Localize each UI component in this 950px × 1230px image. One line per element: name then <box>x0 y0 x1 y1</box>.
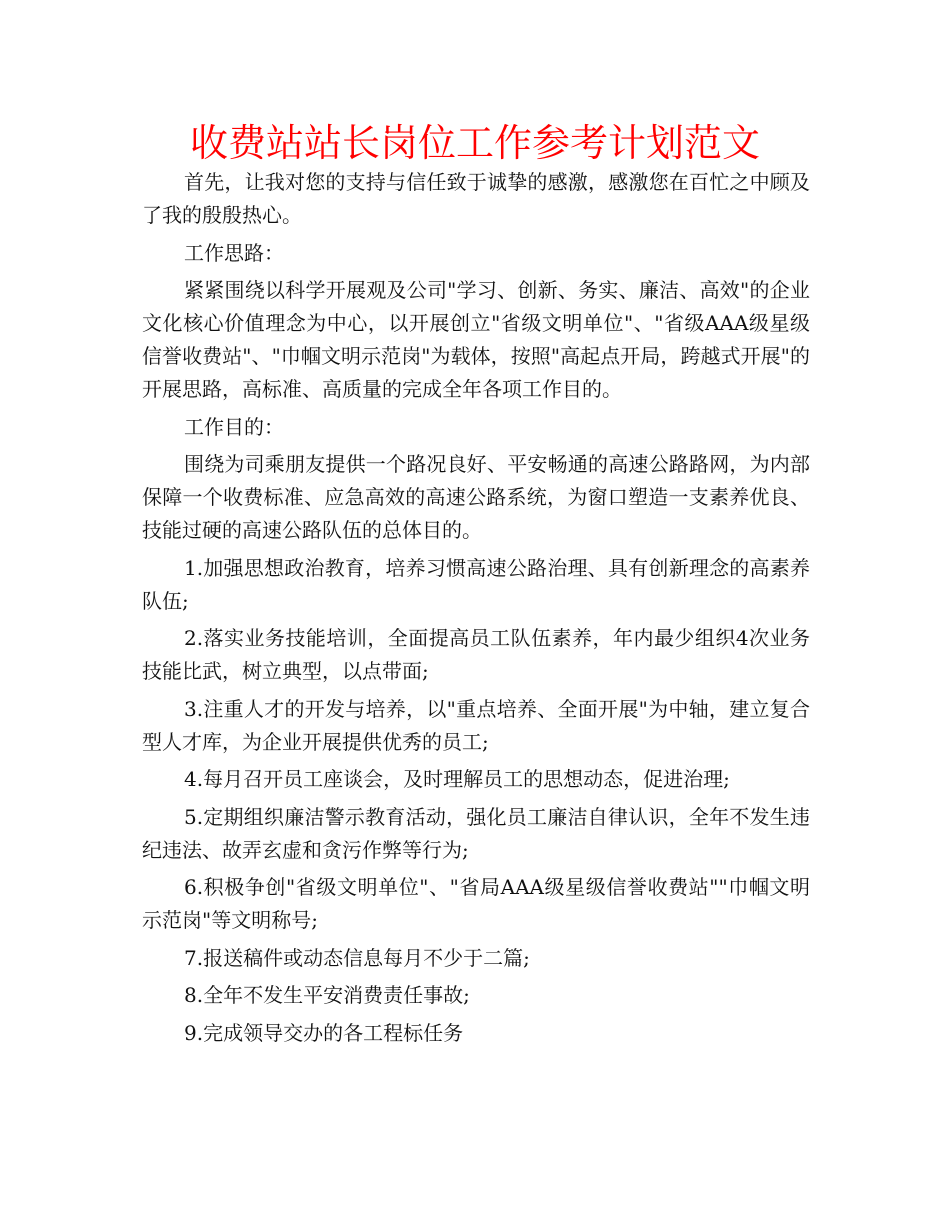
paragraph-work-approach: 紧紧围绕以科学开展观及公司"学习、创新、务实、廉洁、高效"的企业文化核心价值理念为中心，以开展创立"省级文明单位"、"省级AAA级星级信誉收费站"、"巾帼文明示范岗"为载体，按照"高起点开局，跨越式开展"的开展思路，高标准、高质量的完成全年各项工作目的。 <box>142 278 810 401</box>
list-item: 4.每月召开员工座谈会，及时理解员工的思想动态，促进治理; <box>184 767 730 791</box>
list-item: 2.落实业务技能培训，全面提高员工队伍素养，年内最少组织4次业务技能比武，树立典型，以点带面; <box>142 626 810 683</box>
list-item: 6.积极争创"省级文明单位"、"省局AAA级星级信誉收费站""巾帼文明示范岗"等文明称号; <box>142 875 810 932</box>
paragraph-intro: 首先，让我对您的支持与信任致于诚挚的感激，感激您在百忙之中顾及了我的殷殷热心。 <box>142 170 810 227</box>
list-item: 3.注重人才的开发与培养，以"重点培养、全面开展"为中轴，建立复合型人才库，为企业开展提供优秀的员工; <box>142 696 810 754</box>
paragraph-overall-goal: 围绕为司乘朋友提供一个路况良好、平安畅通的高速公路路网，为内部保障一个收费标准、应急高效的高速公路系统，为窗口塑造一支素养优良、技能过硬的高速公路队伍的总体目的。 <box>142 452 810 542</box>
list-item: 5.定期组织廉洁警示教育活动，强化员工廉洁自律认识，全年不发生违纪违法、故弄玄虚和贪污作弊等行为; <box>142 804 810 862</box>
document-body <box>142 166 810 1054</box>
heading-work-approach: 工作思路： <box>184 240 284 265</box>
list-item: 7.报送稿件或动态信息每月不少于二篇; <box>184 945 530 970</box>
list-item: 8.全年不发生平安消费责任事故; <box>184 983 470 1007</box>
list-item: 9.完成领导交办的各工程标任务 <box>184 1020 464 1045</box>
document-title: 收费站站长岗位工作参考计划范文 <box>189 121 760 165</box>
heading-work-goals: 工作目的： <box>184 414 284 439</box>
list-item: 1.加强思想政治教育，培养习惯高速公路治理、具有创新理念的高素养队伍; <box>142 555 810 613</box>
